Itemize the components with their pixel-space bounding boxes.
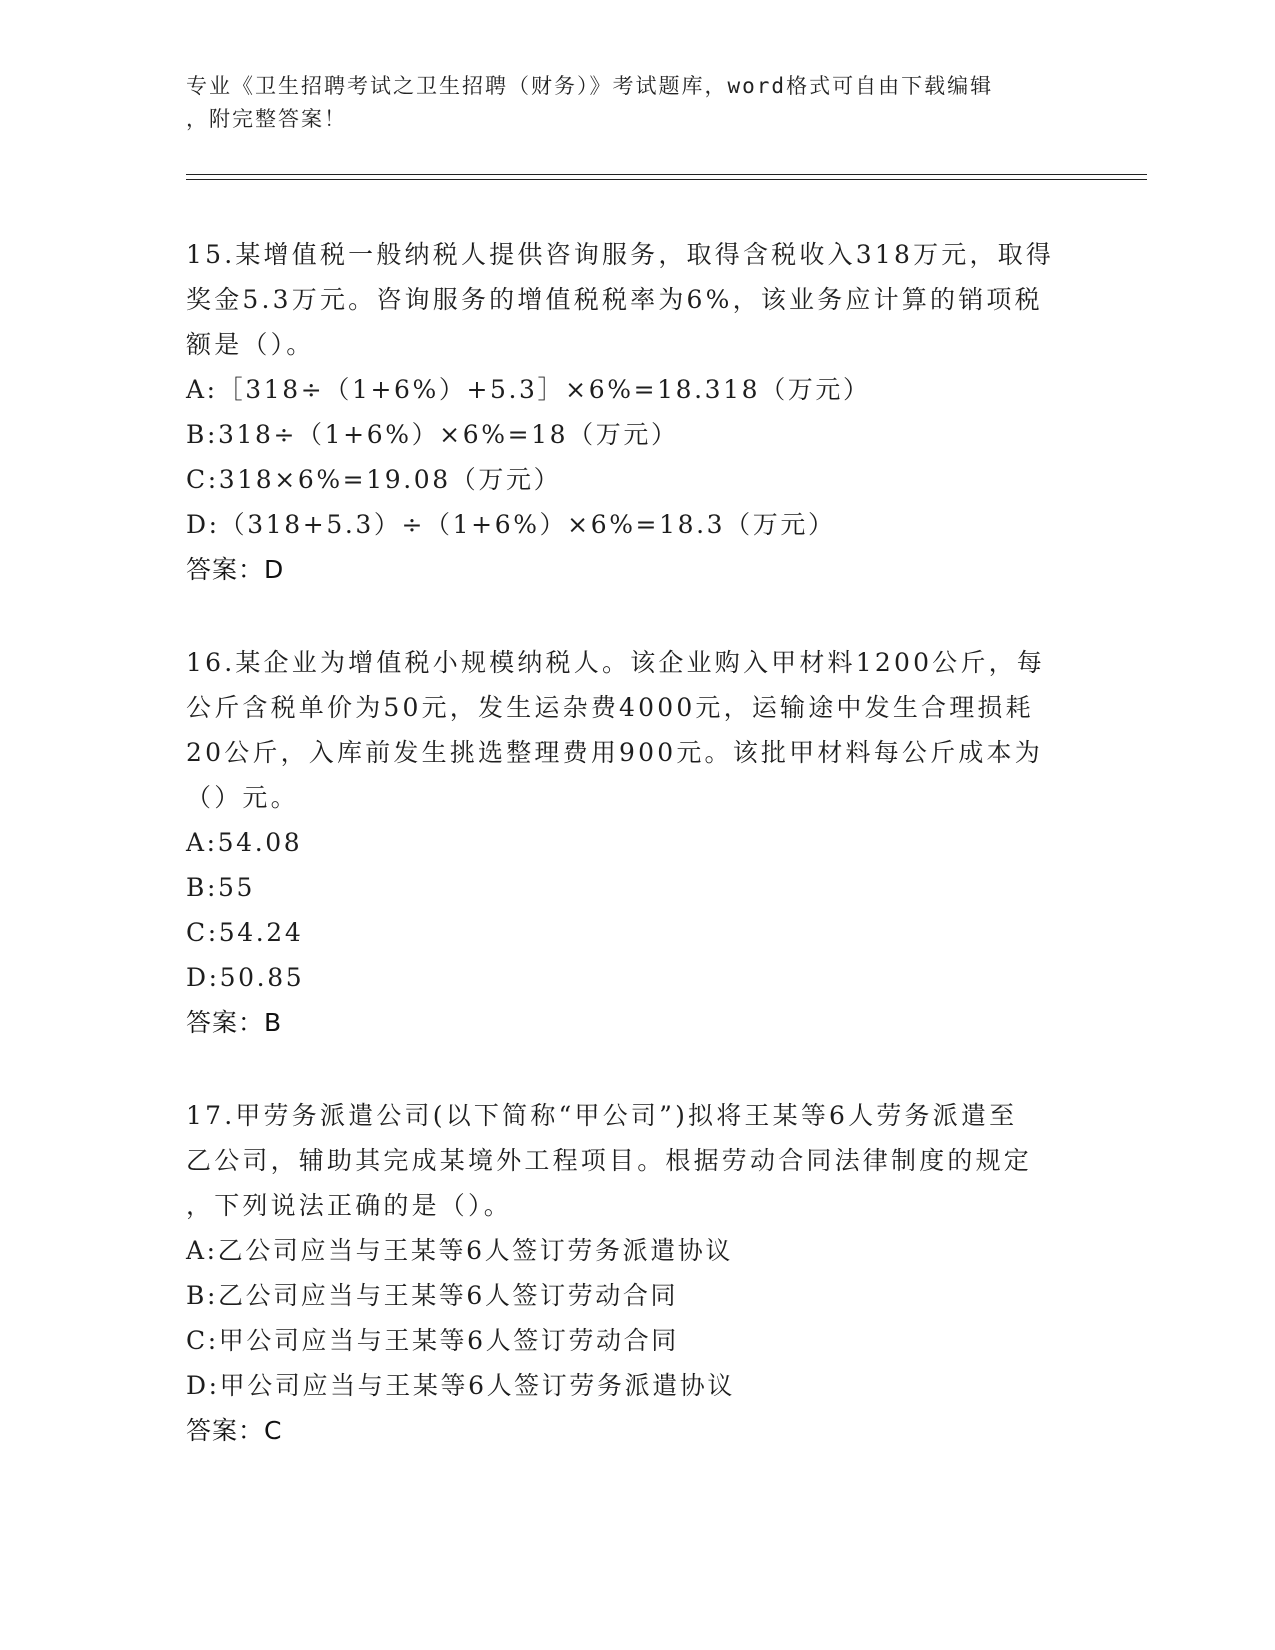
option-c: C:54.24 [186, 918, 304, 947]
question-stem-line: 17.甲劳务派遣公司(以下简称“甲公司”)拟将王某等6人劳务派遣至 [186, 1101, 1018, 1130]
question-stem-line: ，下列说法正确的是（）。 [186, 1191, 512, 1220]
answer-label: 答案：C [186, 1416, 283, 1445]
option-b: B:乙公司应当与王某等6人签订劳动合同 [186, 1281, 679, 1310]
option-a: A:54.08 [186, 828, 303, 857]
question-16 [186, 640, 1086, 1045]
question-stem-line: 乙公司，辅助其完成某境外工程项目。根据劳动合同法律制度的规定 [186, 1146, 1033, 1175]
question-stem-line: （）元。 [186, 783, 299, 812]
option-d: D:（318+5.3）÷（1+6%）×6%=18.3（万元） [186, 510, 836, 539]
document-header [186, 70, 1086, 136]
answer-label: 答案：D [186, 555, 285, 584]
option-d: D:50.85 [186, 963, 305, 992]
question-stem-line: 20公斤，入库前发生挑选整理费用900元。该批甲材料每公斤成本为 [186, 738, 1043, 767]
header-line: 专业《卫生招聘考试之卫生招聘（财务）》考试题库，word格式可自由下载编辑 [186, 74, 994, 98]
header-divider [186, 174, 1147, 175]
option-a: A:［318÷（1+6%）+5.3］×6%=18.318（万元） [186, 375, 871, 404]
question-15 [186, 232, 1086, 592]
option-a: A:乙公司应当与王某等6人签订劳务派遣协议 [186, 1236, 733, 1265]
option-b: B:55 [186, 873, 256, 902]
header-line: ，附完整答案！ [186, 107, 347, 131]
question-stem-line: 额是（）。 [186, 330, 315, 359]
question-stem-line: 奖金5.3万元。咨询服务的增值税税率为6%，该业务应计算的销项税 [186, 285, 1043, 314]
question-stem-line: 公斤含税单价为50元，发生运杂费4000元，运输途中发生合理损耗 [186, 693, 1034, 722]
header-divider [186, 179, 1147, 180]
question-stem-line: 15.某增值税一般纳税人提供咨询服务，取得含税收入318万元，取得 [186, 240, 1055, 269]
option-d: D:甲公司应当与王某等6人签订劳务派遣协议 [186, 1371, 735, 1400]
option-c: C:318×6%=19.08（万元） [186, 465, 562, 494]
option-b: B:318÷（1+6%）×6%=18（万元） [186, 420, 679, 449]
answer-label: 答案：B [186, 1008, 283, 1037]
option-c: C:甲公司应当与王某等6人签订劳动合同 [186, 1326, 679, 1355]
question-stem-line: 16.某企业为增值税小规模纳税人。该企业购入甲材料1200公斤，每 [186, 648, 1045, 677]
question-17 [186, 1093, 1086, 1453]
